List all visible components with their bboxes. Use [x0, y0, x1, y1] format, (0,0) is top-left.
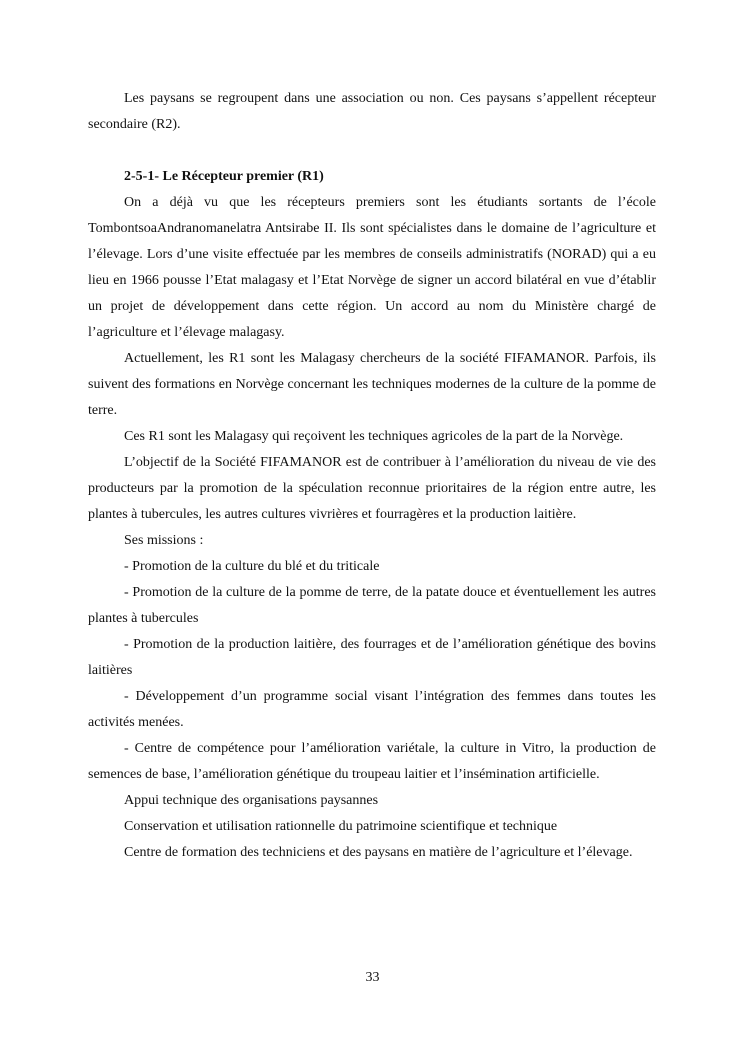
paragraph-objective: L’objectif de la Société FIFAMANOR est de contribuer à l’amélioration du niveau de vie des producteurs par la promotion de la spéculation reconnue prioritaires de la région entre autre, les plantes à tubercules, les autres cultures vivrières et fourragères et la production laitière.	[88, 455, 656, 522]
document-page	[88, 86, 656, 866]
intro-paragraph: Les paysans se regroupent dans une association ou non. Ces paysans s’appellent récepteur secondaire (R2).	[88, 91, 656, 132]
mission-item: Centre de formation des techniciens et des paysans en matière de l’agriculture et l’élevage.	[124, 845, 633, 860]
spacer	[88, 138, 656, 164]
paragraph-norad-agreement: On a déjà vu que les récepteurs premiers sont les étudiants sortants de l’école TombontsoaAndranomanelatra Antsirabe II. Ils sont spécialistes dans le domaine de l’agriculture et l’élevage. Lors d’une visite effectuée par les membres de conseils administratifs (NORAD) qui a eu lieu en 1966 pousse l’Etat malagasy et l’Etat Norvège de signer un accord bilatéral en vue d’établir un projet de développement dans cette région. Un accord au nom du Ministère chargé de l’agriculture et l’élevage malagasy.	[88, 195, 656, 340]
mission-item: - Promotion de la culture de la pomme de terre, de la patate douce et éventuellement les autres plantes à tubercules	[88, 585, 656, 626]
section-heading: 2-5-1- Le Récepteur premier (R1)	[124, 169, 324, 184]
page-number: 33	[365, 970, 380, 985]
missions-heading: Ses missions :	[124, 533, 204, 548]
paragraph-r1-techniques: Ces R1 sont les Malagasy qui reçoivent les techniques agricoles de la part de la Norvège.	[124, 429, 624, 444]
mission-item: - Promotion de la production laitière, des fourrages et de l’amélioration génétique des bovins laitières	[88, 637, 656, 678]
mission-item: Conservation et utilisation rationnelle du patrimoine scientifique et technique	[124, 819, 558, 834]
mission-item: - Promotion de la culture du blé et du triticale	[124, 559, 380, 574]
mission-item: Appui technique des organisations paysannes	[124, 793, 379, 808]
mission-item: - Développement d’un programme social visant l’intégration des femmes dans toutes les activités menées.	[88, 689, 656, 730]
mission-item: - Centre de compétence pour l’amélioration variétale, la culture in Vitro, la production de semences de base, l’amélioration génétique du troupeau laitier et l’insémination artificielle.	[88, 741, 656, 782]
paragraph-r1-researchers: Actuellement, les R1 sont les Malagasy chercheurs de la société FIFAMANOR. Parfois, ils suivent des formations en Norvège concernant les techniques modernes de la culture de la pomme de terre.	[88, 351, 656, 418]
